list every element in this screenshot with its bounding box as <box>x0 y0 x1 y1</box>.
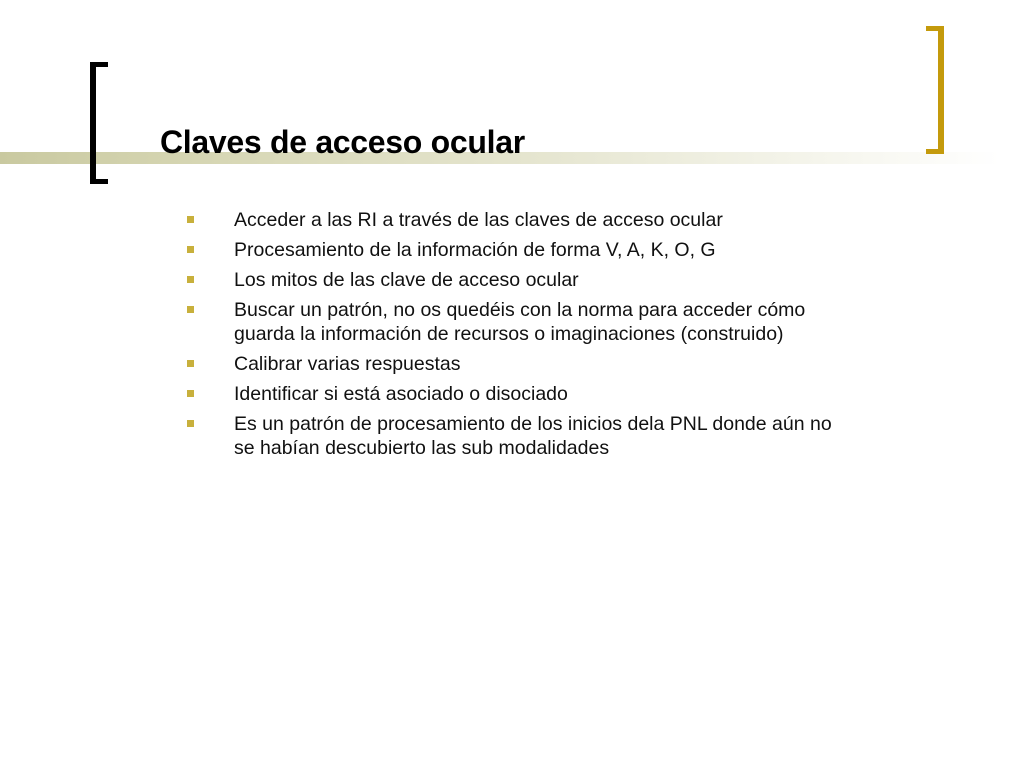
bullet-item <box>184 238 844 262</box>
bullet-item <box>184 352 844 376</box>
bullet-text: Acceder a las RI a través de las claves de acceso ocular <box>234 209 723 231</box>
bullet-text: Identificar si está asociado o disociado <box>234 383 568 405</box>
slide-title: Claves de acceso ocular <box>160 124 525 160</box>
left-bracket-decoration <box>90 62 108 184</box>
bullet-text: Calibrar varias respuestas <box>234 353 461 375</box>
bullet-text: Procesamiento de la información de forma V, A, K, O, G <box>234 239 716 261</box>
bullet-text: Buscar un patrón, no os quedéis con la norma para acceder cómo guarda la información de recursos o imaginaciones (construido) <box>234 299 806 345</box>
square-bullet-icon <box>187 246 194 253</box>
square-bullet-icon <box>187 276 194 283</box>
bullet-list <box>184 208 844 466</box>
bullet-item <box>184 268 844 292</box>
bullet-item <box>184 208 844 232</box>
bullet-item <box>184 382 844 406</box>
bullet-item <box>184 412 844 460</box>
square-bullet-icon <box>187 360 194 367</box>
square-bullet-icon <box>187 390 194 397</box>
square-bullet-icon <box>187 306 194 313</box>
bullet-item <box>184 298 844 346</box>
right-bracket-decoration <box>926 26 944 154</box>
bullet-text: Es un patrón de procesamiento de los inicios dela PNL donde aún no se habían descubierto las sub modalidades <box>234 413 832 459</box>
square-bullet-icon <box>187 216 194 223</box>
square-bullet-icon <box>187 420 194 427</box>
bullet-text: Los mitos de las clave de acceso ocular <box>234 269 579 291</box>
